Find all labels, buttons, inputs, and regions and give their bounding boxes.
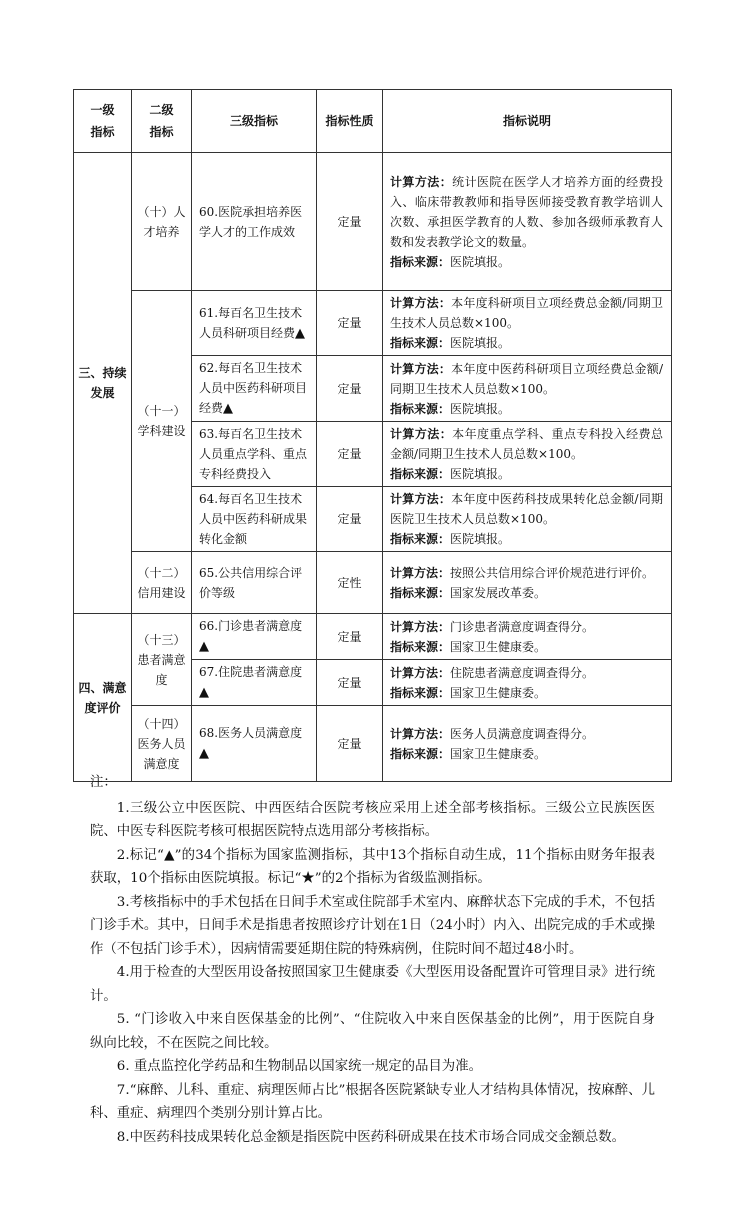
source-line: [390, 399, 663, 419]
header-cell: [132, 90, 192, 153]
method-line: [390, 172, 663, 252]
method-label: 计算方法：: [390, 726, 451, 741]
level2-cell: [132, 614, 192, 706]
nature-cell: 定量: [317, 291, 383, 356]
monitor-mark-icon: ▲: [223, 401, 234, 416]
indicator-name: 68.医务人员满意度: [199, 726, 303, 740]
note-item: 4.用于检查的大型医用设备按照国家卫生健康委《大型医用设备配置许可管理目录》进行统计。: [90, 965, 655, 1004]
source-label: 指标来源：: [390, 254, 451, 269]
nature-cell: 定量: [317, 487, 383, 552]
description-cell: [383, 487, 672, 552]
header-cell: 指标性质: [317, 90, 383, 153]
note-item: 7.“麻醉、儿科、重症、病理医师占比”根据各医院紧缺专业人才结构具体情况，按麻醉、儿科、重症、病理四个类别分别计算占比。: [90, 1082, 655, 1121]
source-line: [390, 464, 663, 484]
level3-cell: [192, 614, 317, 660]
method-label: 计算方法：: [390, 565, 451, 580]
monitor-mark-icon: ▲: [295, 325, 306, 341]
source-line: [390, 333, 663, 353]
note-item: 6. 重点监控化学药品和生物制品以国家统一规定的品目为准。: [116, 1059, 482, 1074]
method-text: 按照公共信用综合评价规范进行评价。: [450, 565, 655, 580]
level3-cell: [192, 487, 317, 552]
monitor-mark-icon: ▲: [199, 639, 209, 654]
method-line: [390, 617, 663, 637]
table-row: [74, 614, 672, 660]
header-cell: 三级指标: [192, 90, 317, 153]
source-label: 指标来源：: [390, 746, 451, 761]
header-line: 指标: [90, 125, 115, 139]
method-label: 计算方法：: [390, 619, 451, 634]
description-cell: [383, 614, 672, 660]
note-item: 2.标记“▲”的34个指标为国家监测指标，其中13个指标自动生成，11个指标由财务年报表获取，10个指标由医院填报。标记“★”的2个指标为省级监测指标。: [90, 847, 655, 886]
level2-cell: [132, 291, 192, 552]
level3-cell: [192, 356, 317, 422]
notes-list: [90, 797, 655, 1150]
level3-cell: [192, 422, 317, 487]
nature-cell: 定性: [317, 552, 383, 614]
description-cell: [383, 291, 672, 356]
source-text: 医院填报。: [450, 532, 511, 546]
method-line: [390, 293, 663, 333]
level2-label: （十四）医务人员满意度: [137, 716, 186, 771]
header-row: [74, 90, 672, 153]
header-cell: 指标说明: [383, 90, 672, 153]
indicator-name: 67.住院患者满意度: [199, 665, 303, 679]
level2-label: （十一）学科建设: [137, 404, 186, 438]
level3-cell: [192, 291, 317, 356]
method-text: 本年度科研项目立项经费总金额/同期卫生技术人员总数×100。: [390, 296, 663, 330]
method-text: 本年度中医药科研项目立项经费总金额/同期卫生技术人员总数×100。: [390, 361, 663, 396]
source-line: [390, 683, 663, 703]
level1-label: 四、满意度评价: [78, 680, 127, 715]
indicator-name: 64.每百名卫生技术人员中医药科研成果转化金额: [199, 492, 308, 546]
nature-cell: 定量: [317, 614, 383, 660]
description-cell: [383, 153, 672, 291]
source-text: 国家卫生健康委。: [450, 746, 547, 761]
indicator-name: 63.每百名卫生技术人员重点学科、重点专科经费投入: [199, 427, 308, 481]
method-text: 本年度重点学科、重点专科投入经费总金额/同期卫生技术人员总数×100。: [390, 427, 663, 461]
monitor-mark-icon: ▲: [199, 685, 209, 700]
source-line: [390, 529, 663, 549]
source-text: 国家卫生健康委。: [450, 685, 547, 700]
notes-section: [90, 771, 655, 1149]
method-line: [390, 489, 663, 529]
method-text: 统计医院在医学人才培养方面的经费投入、临床带教教师和指导医师接受教育教学培训人次数、承担医学教育的人数、参加各级师承教育人数和发表教学论文的数量。: [390, 174, 663, 249]
level2-label: （十二）信用建设: [137, 565, 186, 600]
method-text: 门诊患者满意度调查得分。: [450, 619, 595, 634]
method-line: [390, 724, 663, 744]
level1-label: 三、持续发展: [78, 366, 127, 400]
level3-cell: [192, 153, 317, 291]
level1-cell: [74, 614, 132, 782]
method-line: [390, 359, 663, 399]
source-label: 指标来源：: [390, 639, 451, 654]
description-cell: [383, 422, 672, 487]
note-item: 5. “门诊收入中来自医保基金的比例”、“住院收入中来自医保基金的比例”，用于医院自身纵向比较，不在医院之间比较。: [90, 1012, 655, 1051]
method-line: [390, 424, 663, 464]
description-cell: [383, 660, 672, 706]
method-text: 医务人员满意度调查得分。: [450, 726, 595, 741]
method-text: 住院患者满意度调查得分。: [450, 665, 595, 680]
description-cell: [383, 356, 672, 422]
note-item: 1.三级公立中医医院、中西医结合医院考核应采用上述全部考核指标。三级公立民族医医院、中医专科医院考核可根据医院特点选用部分考核指标。: [90, 800, 655, 839]
source-line: [390, 744, 663, 764]
source-label: 指标来源：: [390, 467, 451, 481]
source-line: [390, 252, 663, 272]
nature-cell: 定量: [317, 153, 383, 291]
header-cell: [74, 90, 132, 153]
monitor-mark-icon: ▲: [199, 746, 209, 761]
source-label: 指标来源：: [390, 585, 451, 600]
indicator-name: 60.医院承担培养医学人才的工作成效: [199, 204, 303, 239]
header-line: 二级: [149, 103, 174, 117]
source-text: 医院填报。: [450, 336, 511, 350]
method-line: [390, 663, 663, 683]
table-row: [74, 153, 672, 291]
notes-title: 注：: [90, 775, 117, 790]
header-line: 一级: [90, 103, 115, 117]
method-label: 计算方法：: [390, 174, 453, 189]
nature-cell: 定量: [317, 356, 383, 422]
level2-label: （十）人才培养: [137, 204, 186, 239]
indicator-name: 61.每百名卫生技术人员科研项目经费: [199, 305, 303, 340]
header-line: 指标: [149, 125, 174, 139]
table-row: [74, 552, 672, 614]
method-label: 计算方法：: [390, 427, 453, 441]
level1-cell: [74, 153, 132, 614]
table-row: [74, 291, 672, 356]
source-label: 指标来源：: [390, 336, 451, 350]
note-item: 8.中医药科技成果转化总金额是指医院中医药科研成果在技术市场合同成交金额总数。: [116, 1129, 626, 1145]
level2-label: （十三）患者满意度: [137, 632, 186, 687]
indicator-name: 66.门诊患者满意度: [199, 619, 303, 633]
level3-cell: [192, 552, 317, 614]
method-text: 本年度中医药科技成果转化总金额/同期医院卫生技术人员总数×100。: [390, 492, 663, 526]
source-text: 医院填报。: [450, 467, 511, 481]
note-item: 3.考核指标中的手术包括在日间手术室或住院部手术室内、麻醉状态下完成的手术，不包括门诊手术。其中，日间手术是指患者按照诊疗计划在1日（24小时）内入、出院完成的手术或操作（不包括门诊手术），因病情需要延期住院的特殊病例，住院时间不超过48小时。: [90, 894, 655, 957]
source-text: 国家卫生健康委。: [450, 639, 547, 654]
method-label: 计算方法：: [390, 492, 452, 506]
nature-cell: 定量: [317, 660, 383, 706]
indicator-name: 65.公共信用综合评价等级: [199, 565, 303, 600]
source-text: 医院填报。: [450, 401, 511, 416]
level2-cell: [132, 552, 192, 614]
level2-cell: [132, 153, 192, 291]
method-label: 计算方法：: [390, 361, 452, 376]
source-label: 指标来源：: [390, 401, 451, 416]
source-text: 国家发展改革委。: [450, 585, 547, 600]
source-label: 指标来源：: [390, 532, 451, 546]
source-line: [390, 583, 663, 603]
nature-cell: 定量: [317, 706, 383, 782]
source-line: [390, 637, 663, 657]
source-text: 医院填报。: [450, 254, 511, 269]
indicator-name: 62.每百名卫生技术人员中医药科研项目经费: [199, 361, 308, 415]
nature-cell: 定量: [317, 422, 383, 487]
method-label: 计算方法：: [390, 296, 452, 310]
level3-cell: [192, 660, 317, 706]
method-label: 计算方法：: [390, 665, 451, 680]
method-line: [390, 563, 663, 583]
indicator-table: [73, 89, 672, 782]
source-label: 指标来源：: [390, 685, 451, 700]
description-cell: [383, 552, 672, 614]
